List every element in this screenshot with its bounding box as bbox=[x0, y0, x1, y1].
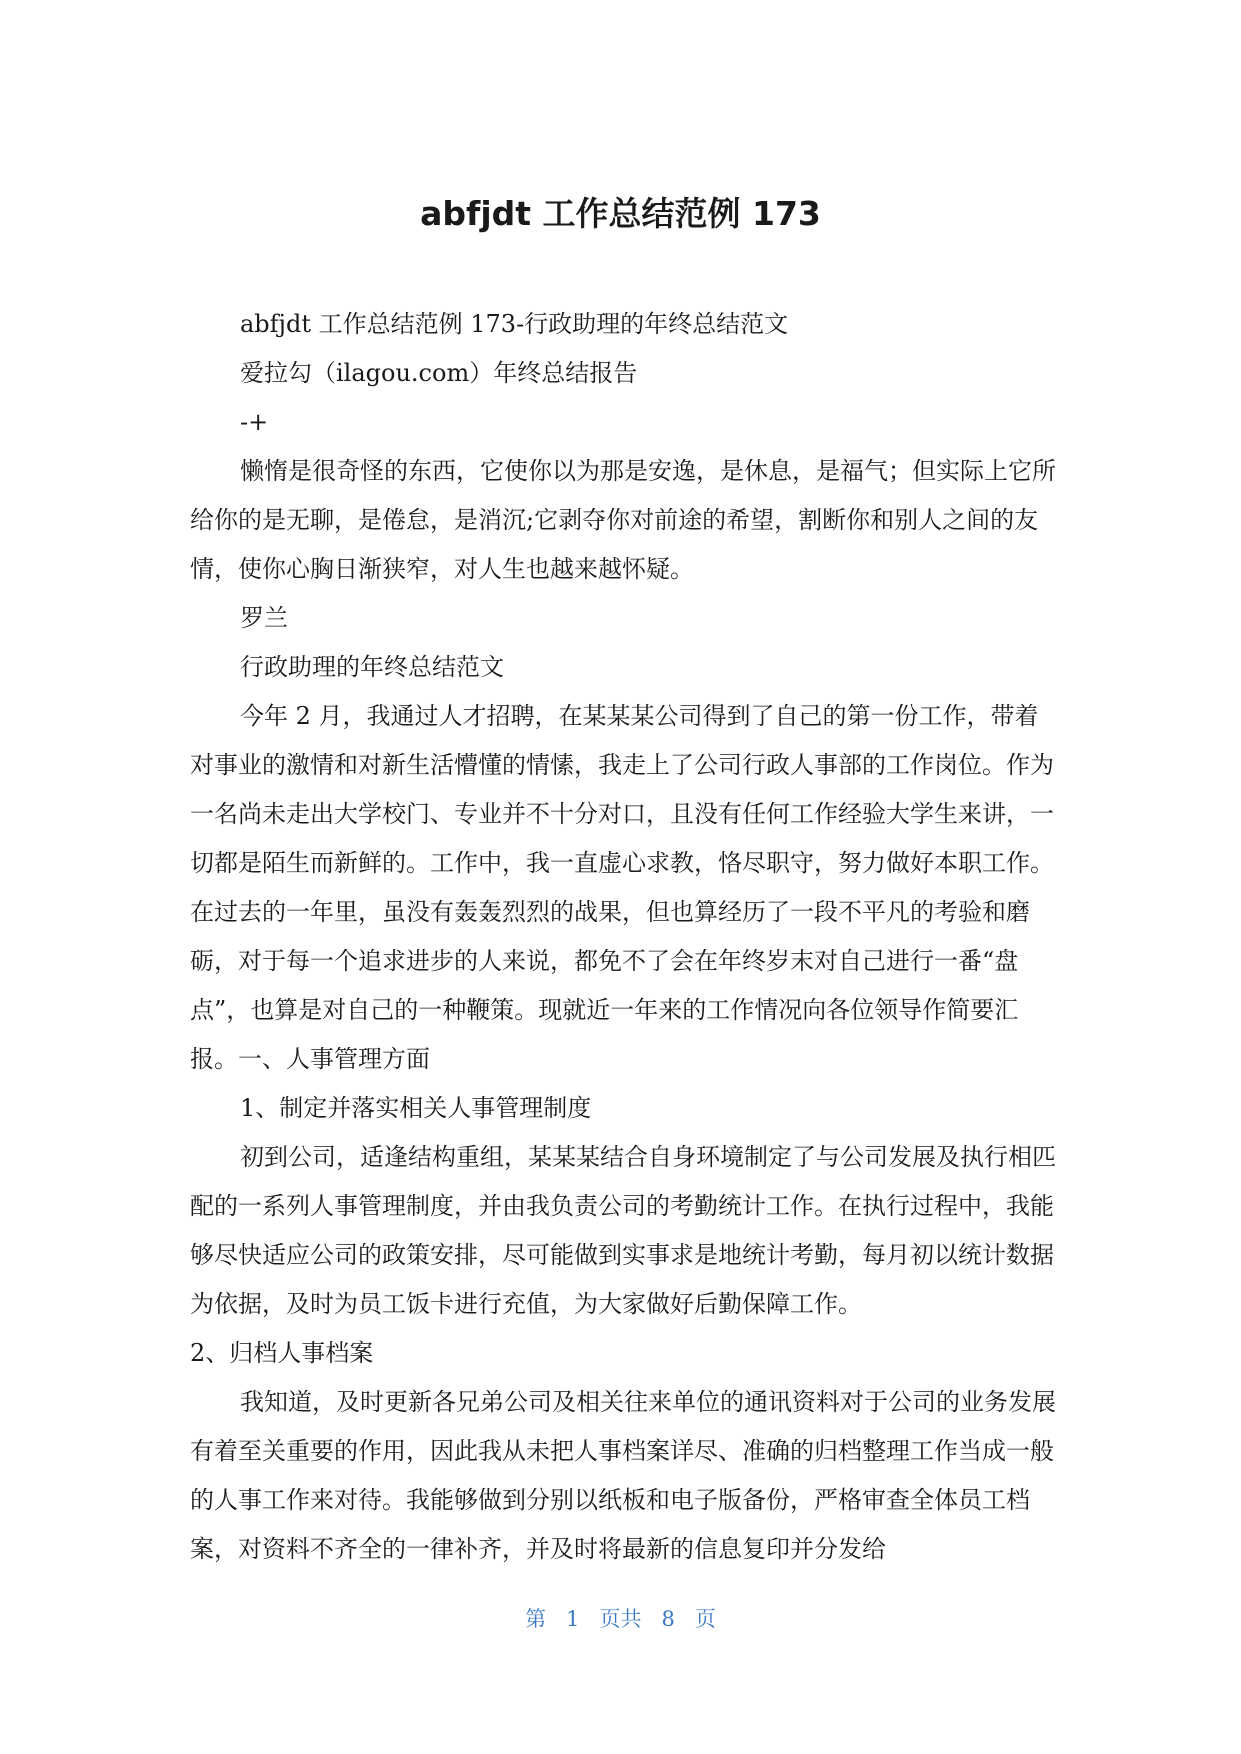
paragraph-heading: 行政助理的年终总结范文 bbox=[240, 653, 504, 681]
paragraph-intro: 今年 2 月，我通过人才招聘，在某某某公司得到了自己的第一份工作，带着对事业的激情和对新生活懵懂的情愫，我走上了公司行政人事部的工作岗位。作为一名尚未走出大学校门、专业并不十分对口，且没有任何工作经验大学生来讲，一切都是陌生而新鲜的。工作中，我一直虚心求教，恪尽职守，努力做好本职工作。在过去的一年里，虽没有轰轰烈烈的战果，但也算经历了一段不平凡的考验和磨砺，对于每一个追求进步的人来说，都免不了会在年终岁末对自己进行一番“盘点”，也算是对自己的一种鞭策。现就近一年来的工作情况向各位领导作简要汇报。一、人事管理方面 bbox=[190, 702, 1054, 1073]
paragraph-separator: -+ bbox=[240, 408, 269, 436]
footer-prefix: 第 bbox=[525, 1607, 547, 1631]
paragraph-quote: 懒惰是很奇怪的东西，它使你以为那是安逸，是休息，是福气；但实际上它所给你的是无聊，是倦怠，是消沉;它剥夺你对前途的希望，割断你和别人之间的友情，使你心胸日渐狭窄，对人生也越来越怀疑。 bbox=[190, 457, 1056, 583]
footer-page-number: 1 bbox=[566, 1607, 580, 1631]
paragraph-quote-author: 罗兰 bbox=[240, 604, 288, 632]
footer-suffix: 页 bbox=[694, 1607, 716, 1631]
paragraph-source: 爱拉勾（ilagou.com）年终总结报告 bbox=[240, 359, 638, 387]
footer-total-pages: 8 bbox=[661, 1607, 675, 1631]
document-title: abfjdt 工作总结范例 173 bbox=[420, 194, 821, 233]
page-footer bbox=[0, 1603, 1241, 1633]
paragraph-section-2: 2、归档人事档案 bbox=[190, 1339, 374, 1367]
paragraph-section-1-body: 初到公司，适逢结构重组，某某某结合自身环境制定了与公司发展及执行相匹配的一系列人事管理制度，并由我负责公司的考勤统计工作。在执行过程中，我能够尽快适应公司的政策安排，尽可能做到实事求是地统计考勤，每月初以统计数据为依据，及时为员工饭卡进行充值，为大家做好后勤保障工作。 bbox=[190, 1143, 1056, 1318]
paragraph-section-2-body: 我知道，及时更新各兄弟公司及相关往来单位的通讯资料对于公司的业务发展有着至关重要的作用，因此我从未把人事档案详尽、准确的归档整理工作当成一般的人事工作来对待。我能够做到分别以纸板和电子版备份，严格审查全体员工档案，对资料不齐全的一律补齐，并及时将最新的信息复印并分发给 bbox=[190, 1388, 1056, 1563]
paragraph-subtitle: abfjdt 工作总结范例 173-行政助理的年终总结范文 bbox=[240, 310, 789, 338]
document-body bbox=[190, 300, 1060, 1574]
paragraph-section-1: 1、制定并落实相关人事管理制度 bbox=[240, 1094, 592, 1122]
footer-middle: 页共 bbox=[599, 1607, 642, 1631]
